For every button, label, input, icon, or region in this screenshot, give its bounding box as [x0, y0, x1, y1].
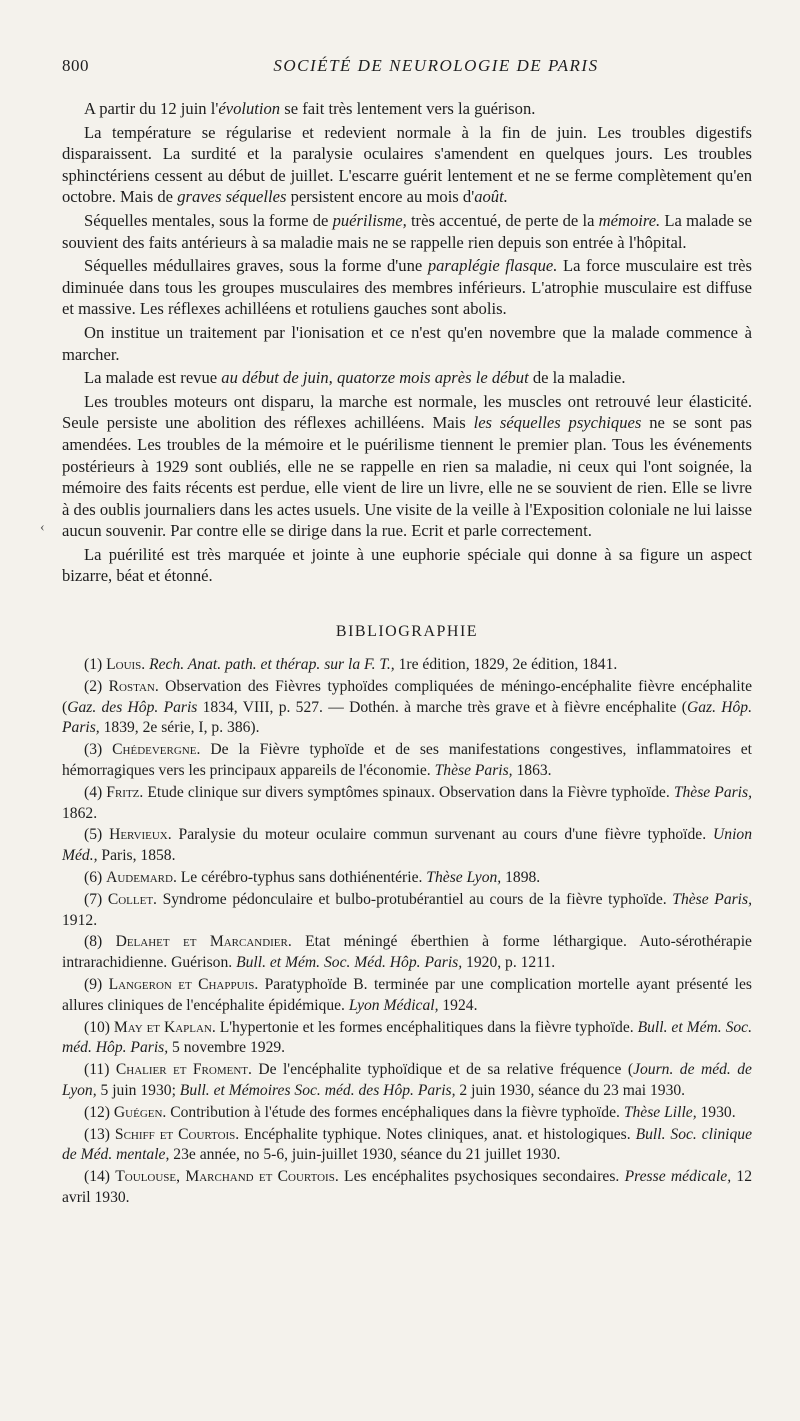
bib-entry: (1) Louis. Rech. Anat. path. et thérap. sur la F. T., 1re édition, 1829, 2e édition, 1841. [84, 656, 618, 674]
paragraph: Séquelles mentales, sous la forme de puérilisme, très accentué, de perte de la mémoire. La malade se souvient des faits antérieurs à sa maladie mais ne se rappelle rien depuis son entrée à l'hôpital. [62, 210, 752, 252]
bib-entry: (11) Chalier et Froment. De l'encéphalite typhoïdique et de sa relative fréquence (Journ. de méd. de Lyon, 5 juin 1930; Bull. et Mémoires Soc. méd. des Hôp. Paris, 2 juin 1930, séance du 23 mai 1930. [62, 1061, 752, 1099]
paragraph: A partir du 12 juin l'évolution se fait très lentement vers la guérison. [84, 99, 536, 118]
running-head: SOCIÉTÉ DE NEUROLOGIE DE PARIS [273, 56, 599, 75]
bib-entry: (4) Fritz. Etude clinique sur divers symptômes spinaux. Observation dans la Fièvre typhoïde. Thèse Paris, 1862. [62, 783, 752, 822]
paragraph: La température se régularise et redevient normale à la fin de juin. Les troubles digestifs disparaissent. La surdité et la paralysie oculaires s'amendent en quelques jours. Les troubles sphinctériens cessent au début de juillet. L'escarre guérit lentement et ne se ferme complètement qu'en octobre. Mais de graves séquelles persistent encore au mois d'août. [62, 122, 752, 207]
bib-entry: (6) Audemard. Le cérébro-typhus sans dothiénentérie. Thèse Lyon, 1898. [84, 869, 541, 887]
bib-entry: (13) Schiff et Courtois. Encéphalite typhique. Notes cliniques, anat. et histologiques. Bull. Soc. clinique de Méd. mentale, 23e année, no 5-6, juin-juillet 1930, séance du 21 juillet 1930. [62, 1125, 752, 1164]
paragraph: La malade est revue au début de juin, quatorze mois après le début de la maladie. [84, 368, 626, 388]
bibliography-title: BIBLIOGRAPHIE [335, 623, 479, 641]
bib-entry: (5) Hervieux. Paralysie du moteur oculaire commun survenant au cours d'une fièvre typhoïde. Union Méd., Paris, 1858. [62, 826, 752, 865]
bib-entry: (7) Collet. Syndrome pédonculaire et bulbo-protubérantiel au cours de la fièvre typhoïde. Thèse Paris, 1912. [62, 890, 752, 929]
paragraph: Les troubles moteurs ont disparu, la marche est normale, les muscles ont retrouvé leur élasticité. Seule persiste une abolition des réflexes achilléens. Mais les séquelles psychiques ne se sont pas amendées. Les troubles de la mémoire et le puérilisme tiennent le premier plan. Tous les événements postérieurs à 1929 sont oubliés, elle ne se rappelle en rien sa maladie, ni ceux qui l'ont soignée, la mémoire des faits récents est perdue, elle vient de lire un livre, elle ne se souvient de rien. Elle se livre à des oublis journaliers dans les actes usuels. Une visite de la veille à l'Exposition coloniale ne lui laisse aucun souvenir. Par contre elle se dirige dans la rue. Ecrit et parle correctement. [62, 391, 752, 541]
page-number: 800 [62, 56, 89, 75]
bib-entry: (12) Guégen. Contribution à l'étude des formes encéphaliques dans la fièvre typhoïde. Thèse Lille, 1930. [84, 1103, 736, 1121]
page-header [62, 56, 752, 76]
bibliography [62, 655, 752, 1209]
bib-entry: (3) Chédevergne. De la Fièvre typhoïde et de ses manifestations congestives, inflammatoires et hémorragiques vers les principaux appareils de l'économie. Thèse Paris, 1863. [62, 741, 752, 780]
paragraph: On institue un traitement par l'ionisation et ce n'est qu'en novembre que la malade commence à marcher. [62, 322, 752, 364]
bib-entry: (10) May et Kaplan. L'hypertonie et les formes encéphalitiques dans la fièvre typhoïde. Bull. et Mém. Soc. méd. Hôp. Paris, 5 novembre 1929. [62, 1018, 752, 1057]
bib-entry: (9) Langeron et Chappuis. Paratyphoïde B. terminée par une complication mortelle ayant présenté les allures cliniques de l'encéphalite épidémique. Lyon Médical, 1924. [62, 976, 753, 1014]
paragraph: La puérilité est très marquée et jointe à une euphorie spéciale qui donne à sa figure un aspect bizarre, béat et étonné. [62, 544, 752, 586]
bib-entry: (2) Rostan. Observation des Fièvres typhoïdes compliquées de méningo-encéphalite fièvre encéphalite (Gaz. des Hôp. Paris 1834, VIII, p. 527. — Dothén. à marche très grave et à fièvre encéphalite (Gaz. Hôp. Paris, 1839, 2e série, I, p. 386). [62, 677, 752, 737]
bib-entry: (14) Toulouse, Marchand et Courtois. Les encéphalites psychosiques secondaires. Presse médicale, 12 avril 1930. [62, 1168, 753, 1206]
body-text [62, 98, 752, 587]
margin-mark: ‹ [40, 520, 45, 535]
bib-entry: (8) Delahet et Marcandier. Etat méningé éberthien à forme léthargique. Auto-sérothérapie intrarachidienne. Guérison. Bull. et Mém. Soc. Méd. Hôp. Paris, 1920, p. 1211. [62, 933, 752, 972]
paragraph: Séquelles médullaires graves, sous la forme d'une paraplégie flasque. La force musculaire est très diminuée dans tous les groupes musculaires des membres inférieurs. L'atrophie musculaire est diffuse et massive. Les réflexes achilléens et rotuliens gauches sont abolis. [62, 256, 753, 319]
